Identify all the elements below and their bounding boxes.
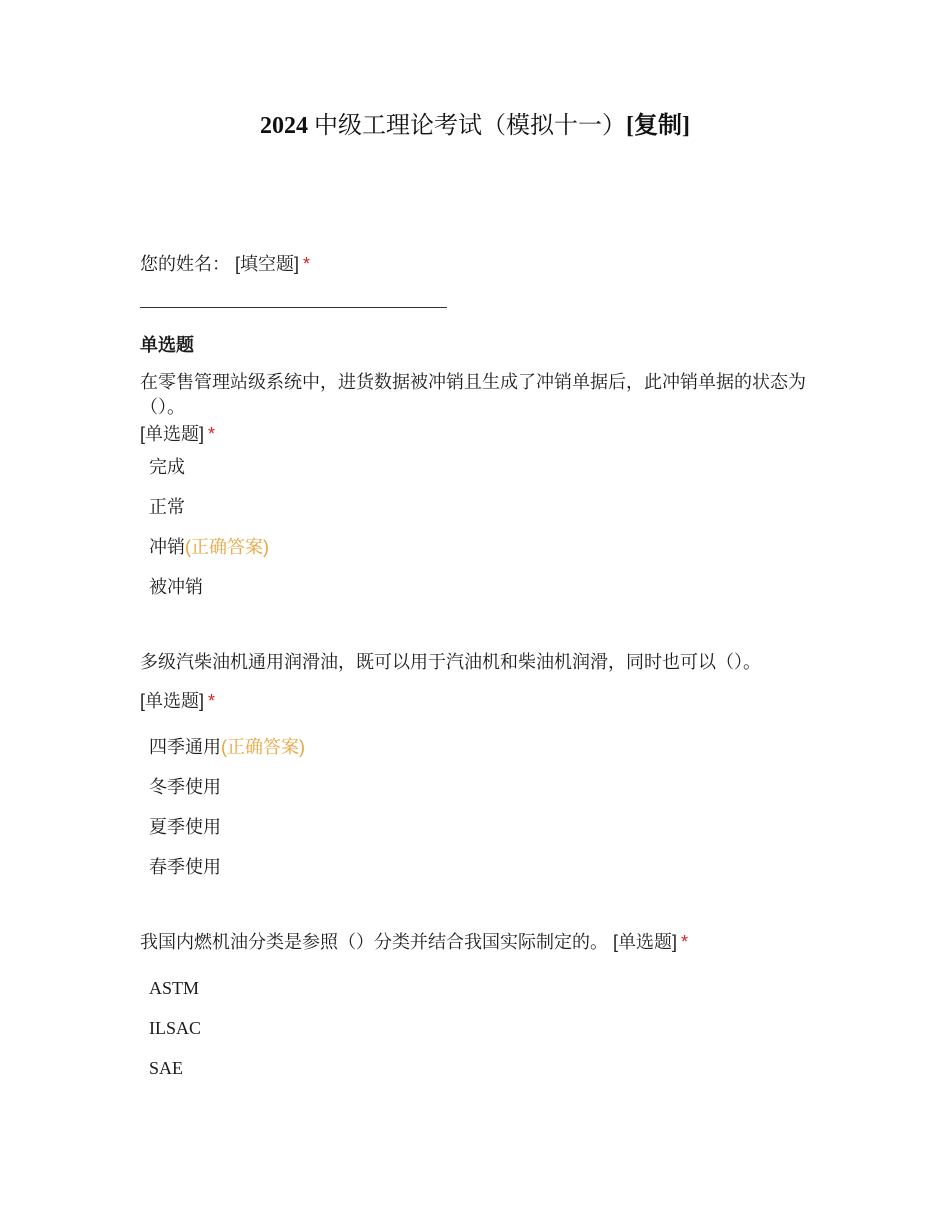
question-3-option[interactable]	[149, 1056, 183, 1080]
correct-answer-note: (正确答案)	[221, 737, 305, 757]
question-2-option[interactable]	[149, 855, 221, 879]
question-2-option[interactable]	[149, 735, 305, 759]
question-1-option[interactable]	[149, 495, 185, 519]
question-2-meta	[140, 689, 215, 713]
option-label: 完成	[149, 457, 185, 477]
option-label: 四季通用	[149, 737, 221, 757]
option-label: 冲销	[149, 537, 185, 557]
question-type: [单选题]	[613, 932, 678, 952]
title-copy-tag: [复制]	[626, 113, 690, 139]
option-label: SAE	[149, 1058, 184, 1078]
question-2-option[interactable]	[149, 775, 221, 799]
option-label: 被冲销	[149, 577, 203, 597]
required-mark: *	[303, 254, 311, 274]
required-mark: *	[681, 932, 689, 952]
option-label: ASTM	[149, 978, 200, 998]
option-label: ILSAC	[149, 1018, 202, 1038]
option-label: 冬季使用	[149, 777, 221, 797]
question-3-option[interactable]	[149, 1016, 201, 1040]
name-input-line[interactable]	[140, 307, 447, 308]
title-text: 中级工理论考试（模拟十一）	[314, 113, 626, 139]
title-year: 2024	[260, 113, 308, 139]
option-label: 正常	[149, 497, 185, 517]
name-question	[140, 252, 310, 276]
question-3-text: 我国内燃机油分类是参照（）分类并结合我国实际制定的。	[140, 932, 608, 952]
question-1-meta	[140, 422, 215, 446]
correct-answer-note: (正确答案)	[185, 537, 269, 557]
question-2-text: 多级汽柴油机通用润滑油，既可以用于汽油机和柴油机润滑，同时也可以（）。	[140, 652, 761, 672]
question-2-option[interactable]	[149, 815, 221, 839]
option-label: 夏季使用	[149, 817, 221, 837]
section-title: 单选题	[140, 335, 194, 355]
question-1-option[interactable]	[149, 575, 203, 599]
question-3-line	[140, 930, 688, 954]
question-type: [单选题]	[140, 691, 205, 711]
required-mark: *	[208, 424, 216, 444]
name-label: 您的姓名：	[140, 254, 230, 274]
question-type: [填空题]	[235, 254, 300, 274]
option-label: 春季使用	[149, 857, 221, 877]
question-3-option[interactable]	[149, 976, 199, 1000]
question-1-option[interactable]	[149, 535, 269, 559]
page-title	[0, 111, 950, 141]
question-type: [单选题]	[140, 424, 205, 444]
question-1-option[interactable]	[149, 455, 185, 479]
question-1-text: 在零售管理站级系统中，进货数据被冲销且生成了冲销单据后，此冲销单据的状态为（）。	[140, 372, 806, 417]
required-mark: *	[208, 691, 216, 711]
